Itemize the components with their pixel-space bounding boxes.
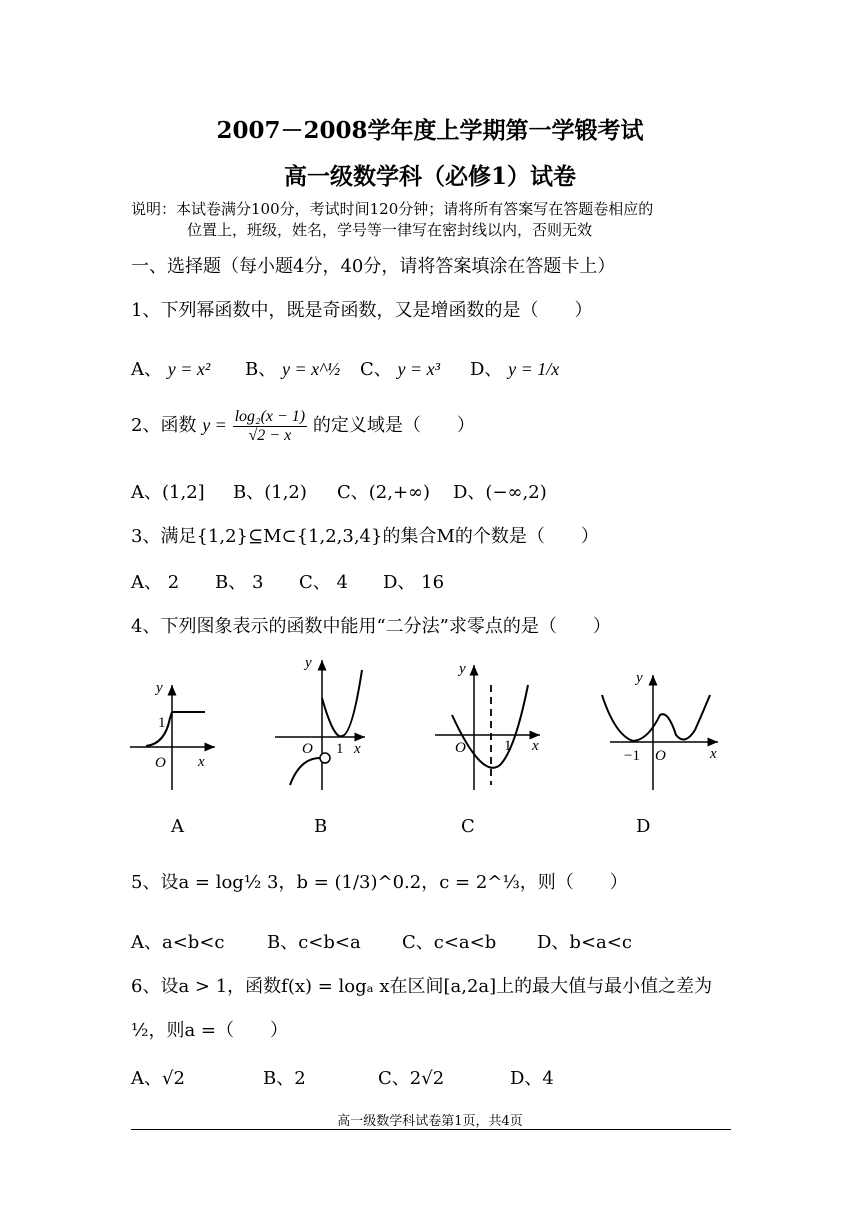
- q5-option-c: C、c<a<b: [402, 932, 497, 953]
- q6-option-d: D、4: [510, 1068, 554, 1089]
- q2-suffix: 的定义域是（ ）: [312, 415, 475, 437]
- graph-c: [435, 661, 540, 790]
- question-5: 5、设a = log½ 3，b = (1/3)^0.2，c = 2^⅓，则（ ）: [131, 872, 628, 893]
- q2-option-d: D、(−∞,2): [453, 482, 547, 503]
- q2-option-b: B、(1,2): [233, 482, 307, 503]
- q1-option-a: [131, 355, 210, 381]
- graph-d-y-label: y: [636, 670, 643, 686]
- instruction-line-1: 说明：本试卷满分100分，考试时间120分钟；请将所有答案写在答题卷相应的: [131, 200, 654, 218]
- graph-label-c: C: [461, 816, 475, 837]
- graph-c-x-label: x: [532, 738, 539, 754]
- graph-a-y-label: y: [156, 680, 163, 696]
- q5-option-d: D、b<a<c: [537, 932, 632, 953]
- graph-d-tick-neg1: −1: [624, 748, 640, 764]
- q2-prefix: 2、函数: [131, 415, 197, 437]
- graph-b-origin: O: [302, 741, 313, 757]
- graph-d-origin: O: [655, 748, 666, 764]
- graph-c-y-label: y: [459, 661, 466, 677]
- q1-option-a-expr: y = x²: [167, 359, 211, 379]
- graph-label-d: D: [636, 816, 651, 837]
- graph-d: [602, 670, 718, 790]
- graph-c-origin: O: [455, 740, 466, 756]
- q1-label-a: A、: [131, 359, 162, 380]
- q5-option-a: A、a<b<c: [131, 932, 225, 953]
- q1-option-d-expr: y = 1/x: [508, 359, 560, 379]
- q1-option-c: [360, 355, 440, 381]
- q3-option-a: A、 2: [131, 572, 180, 593]
- q1-label-d: D、: [470, 359, 503, 380]
- q5-option-b: B、c<b<a: [267, 932, 361, 953]
- page-footer: 高一级数学科试卷第1页，共4页: [337, 1114, 523, 1129]
- graph-b-x-label: x: [354, 741, 361, 757]
- graph-b-tick-1: 1: [336, 741, 344, 757]
- graph-a-origin: O: [155, 755, 166, 771]
- graph-label-a: A: [171, 816, 184, 837]
- q2-function: [233, 408, 308, 444]
- graph-a: [130, 680, 215, 790]
- graph-label-b: B: [314, 816, 328, 837]
- exam-title: 2007－2008学年度上学期第一学锻考试: [216, 117, 644, 144]
- graph-a-tick-1: 1: [158, 715, 166, 731]
- graph-d-x-label: x: [710, 746, 717, 762]
- section-heading: 一、选择题（每小题4分，40分，请将答案填涂在答题卡上）: [131, 256, 616, 277]
- question-4: 4、下列图象表示的函数中能用“二分法”求零点的是（ ）: [131, 616, 611, 637]
- q1-option-b-expr: y = x^½: [281, 359, 341, 379]
- exam-subtitle: 高一级数学科（必修1）试卷: [283, 163, 576, 190]
- q2-function-denominator: √2 − x: [248, 426, 292, 444]
- question-1: 1、下列幂函数中，既是奇函数，又是增函数的是（ ）: [131, 300, 593, 321]
- question-2: 2、函数 y = $\frac{\text{log₂(x − 1)}}{√2 - x}$ 的定义域是（ ）: [131, 408, 475, 444]
- graph-b-y-label: y: [305, 655, 312, 671]
- q3-option-c: C、 4: [299, 572, 348, 593]
- q1-option-b: [245, 355, 340, 381]
- q1-label-c: C、: [360, 359, 392, 380]
- graph-c-tick-1: 1: [504, 738, 512, 754]
- q6-option-c: C、2√2: [378, 1068, 445, 1089]
- graph-a-x-label: x: [198, 754, 205, 770]
- instruction-line-2: 位置上，班级，姓名，学号等一律写在密封线以内，否则无效: [187, 221, 593, 239]
- q2-option-a: A、(1,2]: [131, 482, 205, 503]
- q2-function-numerator: log₂(x − 1): [234, 408, 306, 425]
- q3-option-d: D、 16: [383, 572, 445, 593]
- question-6: 6、设a > 1，函数f(x) = logₐ x在区间[a,2a]上的最大值与最小值之差为: [131, 976, 713, 997]
- q4-graphs: [0, 640, 860, 840]
- q1-option-d: [470, 355, 559, 381]
- question-3: 3、满足{1,2}⊆M⊂{1,2,3,4}的集合M的个数是（ ）: [131, 526, 599, 547]
- q1-option-c-expr: y = x³: [397, 359, 441, 379]
- footer-rule: [131, 1129, 731, 1130]
- q3-option-b: B、 3: [215, 572, 264, 593]
- q2-option-c: C、(2,+∞): [337, 482, 431, 503]
- q6-option-a: A、√2: [131, 1068, 185, 1089]
- graph-b: [275, 655, 365, 790]
- question-6-cont: ½，则a =（ ）: [131, 1020, 288, 1041]
- q6-option-b: B、2: [263, 1068, 306, 1089]
- q1-label-b: B、: [245, 359, 277, 380]
